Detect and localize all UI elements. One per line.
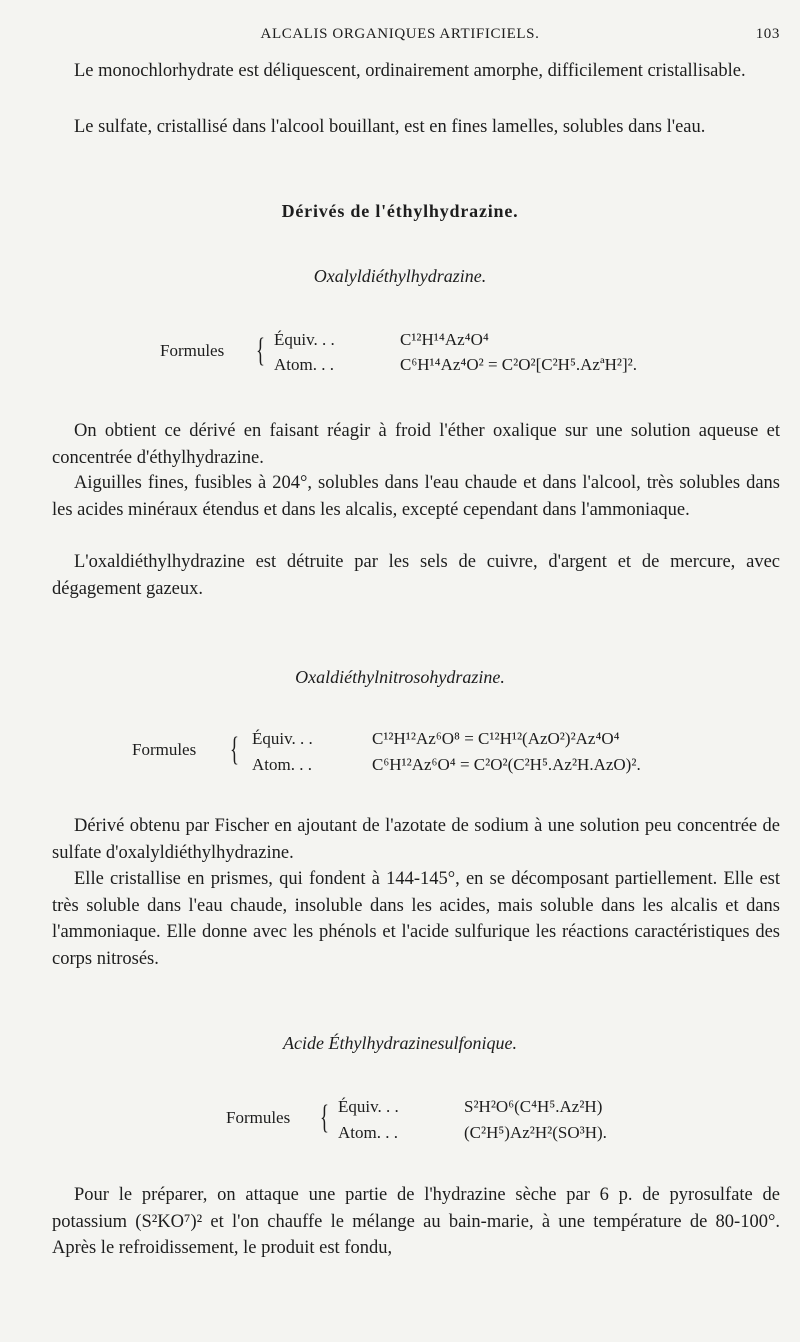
paragraph-fischer: Dérivé obtenu par Fischer en ajoutant de l'azotate de sodium à une solution peu concentrée de sulfate d'oxalyldiéthylhydrazine. [52, 816, 780, 863]
paragraph-aiguilles: Aiguilles fines, fusibles à 204°, solubles dans l'eau chaude et dans l'alcool, très solubles dans les acides minéraux étendus et dans les alcalis, excepté cependant dans l'ammoniaque. [52, 473, 780, 520]
brace: { [256, 332, 265, 369]
paragraph-preparation: Pour le préparer, on attaque une partie de l'hydrazine sèche par 6 p. de pyrosulfate de potassium (S²KO⁷)² et l'on chauffe le mélange au bain-marie, à une température de 80-100°. Après le refroidissement, le produit est fondu, [52, 1185, 780, 1258]
equiv-label: Équiv. . . [338, 1097, 399, 1116]
atom-label: Atom. . . [274, 355, 334, 374]
page-header [0, 26, 800, 48]
atom-formula: C⁶H¹²Az⁶O⁴ = C²O²(C²H⁵.Az²H.AzO)². [372, 755, 641, 774]
paragraph-sulfate: Le sulfate, cristallisé dans l'alcool bouillant, est en fines lamelles, solubles dans l'eau. [74, 117, 706, 137]
paragraph-destruction: L'oxaldiéthylhydrazine est détruite par les sels de cuivre, d'argent et de mercure, avec dégagement gazeux. [52, 552, 780, 599]
atom-formula: (C²H⁵)Az²H²(SO³H). [464, 1123, 607, 1142]
atom-label: Atom. . . [338, 1123, 398, 1142]
running-title: ALCALIS ORGANIQUES ARTIFICIELS. [260, 26, 540, 42]
formula-label: Formules [226, 1108, 291, 1127]
equiv-label: Équiv. . . [252, 729, 313, 748]
paragraph-monochlorhydrate: Le monochlorhydrate est déliquescent, ordinairement amorphe, difficilement cristallisable. [74, 61, 746, 81]
equiv-label: Équiv. . . [274, 330, 335, 349]
atom-formula: C⁶H¹⁴Az⁴O² = C²O²[C²H⁵.AzªH²]². [400, 355, 638, 374]
formula-block-3 [226, 1096, 686, 1146]
subheading-acide-ethylhydrazinesulfonique: Acide Éthylhydrazinesulfonique. [283, 1033, 517, 1053]
subheading-oxalyldiethylhydrazine: Oxalyldiéthylhydrazine. [313, 266, 487, 286]
atom-label: Atom. . . [252, 755, 312, 774]
formula-block-1 [160, 329, 720, 379]
brace: { [320, 1099, 329, 1136]
paragraph-prismes: Elle cristallise en prismes, qui fondent à 144-145°, en se décomposant partiellement. Elle est très soluble dans l'eau chaude, insoluble dans les acides, mais soluble dans les alcalis et dans l'ammoniaque. Elle donne avec les phénols et l'acide sulfurique les réactions caractéristiques des corps nitrosés. [52, 869, 780, 969]
formula-block-2 [132, 728, 772, 778]
section-heading: Dérivés de l'éthylhydrazine. [281, 201, 519, 221]
formula-label: Formules [160, 341, 225, 360]
formula-label: Formules [132, 740, 197, 759]
equiv-formula: S²H²O⁶(C⁴H⁵.Az²H) [464, 1097, 603, 1116]
paragraph-obtention: On obtient ce dérivé en faisant réagir à froid l'éther oxalique sur une solution aqueuse et concentrée d'éthylhydrazine. [52, 421, 780, 468]
subheading-oxaldiethylnitrosohydrazine: Oxaldiéthylnitrosohydrazine. [295, 667, 505, 687]
equiv-formula: C¹²H¹⁴Az⁴O⁴ [400, 330, 489, 349]
equiv-formula: C¹²H¹²Az⁶O⁸ = C¹²H¹²(AzO²)²Az⁴O⁴ [372, 729, 620, 748]
brace: { [230, 731, 239, 768]
page-number: 103 [755, 26, 780, 42]
